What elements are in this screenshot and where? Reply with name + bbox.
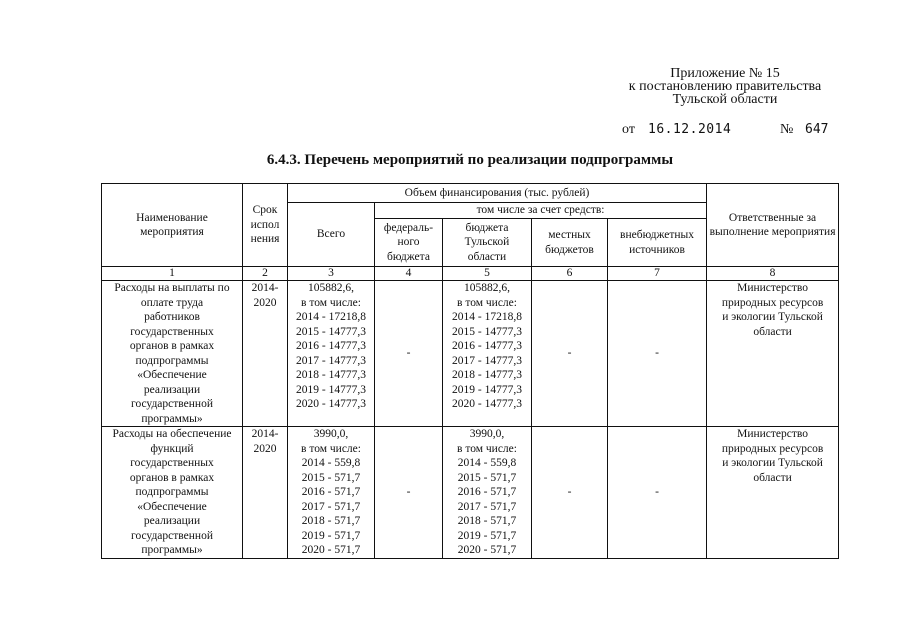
- header-responsible: Ответственные за выполнение мероприятия: [707, 184, 839, 267]
- column-number: 8: [707, 267, 839, 281]
- measure-total: 3990,0, в том числе: 2014 - 559,8 2015 - 571,7 2016 - 571,7 2017 - 571,7 2018 - 571,7 2019 - 571,7 2020 - 571,7: [288, 427, 375, 559]
- measure-total: 105882,6, в том числе: 2014 - 17218,8 2015 - 14777,3 2016 - 14777,3 2017 - 14777,3 2018 - 14777,3 2019 - 14777,3 2020 - 14777,3: [288, 281, 375, 427]
- measure-term: 2014- 2020: [243, 281, 288, 427]
- header-federal: федераль-ного бюджета: [375, 219, 443, 267]
- header-regional: бюджета Тульской области: [443, 219, 532, 267]
- column-number: 4: [375, 267, 443, 281]
- header-term: Срок испол нения: [243, 184, 288, 267]
- measure-federal: -: [375, 427, 443, 559]
- decree-date: 16.12.2014: [648, 122, 732, 137]
- measure-federal: -: [375, 281, 443, 427]
- measure-extrabudget: -: [608, 281, 707, 427]
- column-number: 5: [443, 267, 532, 281]
- measure-regional: 105882,6, в том числе: 2014 - 17218,8 2015 - 14777,3 2016 - 14777,3 2017 - 14777,3 2018 - 14777,3 2019 - 14777,3 2020 - 14777,3: [443, 281, 532, 427]
- table-row: [102, 281, 839, 427]
- measure-extrabudget: -: [608, 427, 707, 559]
- date-prefix: от: [622, 122, 635, 137]
- measure-responsible: Министерство природных ресурсов и экологии Тульской области: [707, 281, 839, 427]
- measure-term: 2014- 2020: [243, 427, 288, 559]
- document-title: 6.4.3. Перечень мероприятий по реализации подпрограммы: [266, 152, 674, 168]
- column-number: 6: [532, 267, 608, 281]
- decree-number: 647: [805, 122, 829, 137]
- decree-date-number: [622, 122, 842, 138]
- appendix-region-line: Тульской области: [672, 92, 778, 107]
- column-number: 3: [288, 267, 375, 281]
- header-local: местных бюджетов: [532, 219, 608, 267]
- column-number: 1: [102, 267, 243, 281]
- header-funding: Объем финансирования (тыс. рублей): [288, 184, 707, 203]
- measure-responsible: Министерство природных ресурсов и экологии Тульской области: [707, 427, 839, 559]
- column-number: 7: [608, 267, 707, 281]
- header-including: том числе за счет средств:: [375, 203, 707, 219]
- table-row: [102, 427, 839, 559]
- measure-name: Расходы на обеспечение функций государственных органов в рамках подпрограммы «Обеспечение реализации государственной программы»: [102, 427, 243, 559]
- measure-local: -: [532, 281, 608, 427]
- header-total: Всего: [288, 203, 375, 267]
- number-sign: №: [780, 122, 794, 137]
- measure-regional: 3990,0, в том числе: 2014 - 559,8 2015 - 571,7 2016 - 571,7 2017 - 571,7 2018 - 571,7 2019 - 571,7 2020 - 571,7: [443, 427, 532, 559]
- column-number: 2: [243, 267, 288, 281]
- measure-local: -: [532, 427, 608, 559]
- measures-table: [101, 183, 839, 559]
- header-extrabudget: внебюджетных источников: [608, 219, 707, 267]
- measure-name: Расходы на выплаты по оплате труда работников государственных органов в рамках подпрограммы «Обеспечение реализации государственной программы»: [102, 281, 243, 427]
- appendix-title: Приложение № 15: [670, 66, 780, 81]
- appendix-decree-line: к постановлению правительства: [628, 79, 822, 94]
- header-name: Наименование мероприятия: [102, 184, 243, 267]
